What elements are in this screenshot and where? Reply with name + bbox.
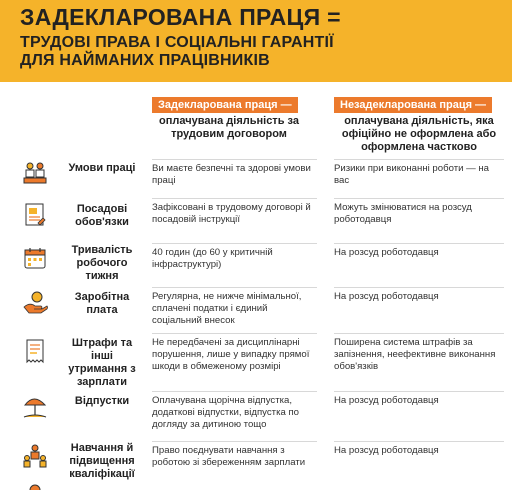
row-label: Заробітна плата <box>74 291 130 316</box>
undeclared-cell: На розсуд роботодавця <box>334 287 504 303</box>
row-label: Умови праці <box>68 162 136 174</box>
row-label: Навчання й підвищення кваліфікації <box>69 442 135 480</box>
undeclared-cell: Ризики при виконанні роботи — на вас <box>334 159 504 187</box>
training-group-icon <box>22 443 48 469</box>
factory-workers-icon <box>22 160 48 186</box>
declared-cell: Ви маєте безпечні та здорові умови праці <box>152 159 317 187</box>
column-label-declared: Задекларована праця — <box>152 97 298 113</box>
column-label-undeclared: Незадекларована праця — <box>334 97 492 113</box>
declared-cell: Не передбачені за дисциплінарні порушення, лише у випадку прямої шкоди в обмеженому розмірі <box>152 333 317 373</box>
subtitle-line-1: ТРУДОВІ ПРАВА І СОЦІАЛЬНІ ГАРАНТІЇ <box>20 34 334 51</box>
row-label: Штрафи та інші утримання з зарплати <box>68 337 136 388</box>
undeclared-cell: Поширена система штрафів за запізнення, неефективне виконання обов'язків <box>334 333 504 373</box>
declared-cell: Право поєднувати навчання з роботою зі збереженням зарплати <box>152 441 317 469</box>
declared-cell: Регулярна, не нижче мінімальної, сплачені податки і єдиний соціальний внесок <box>152 287 317 327</box>
column-sub-declared: оплачувана діяльність за трудовим договором <box>159 115 299 140</box>
column-sub-undeclared: оплачувана діяльність, яка офіційно не оформлена або оформлена частково <box>341 115 497 153</box>
receipt-icon <box>22 338 48 364</box>
row-label: Посадові обов'язки <box>75 203 129 228</box>
column-header-undeclared <box>334 95 509 154</box>
undeclared-cell: На розсуд роботодавця <box>334 441 504 457</box>
subtitle-line-2: ДЛЯ НАЙМАНИХ ПРАЦІВНИКІВ <box>20 52 270 69</box>
row-label: Тривалість робочого тижня <box>71 244 133 282</box>
undeclared-cell: На розсуд роботодавця <box>334 391 504 407</box>
undeclared-cell: Можуть змінюватися на розсуд роботодавця <box>334 198 504 226</box>
declared-cell: Зафіксовані в трудовому договорі й посадовій інструкції <box>152 198 317 226</box>
hand-coin-icon <box>22 289 48 315</box>
page-title: ЗАДЕКЛАРОВАНА ПРАЦЯ = <box>20 4 341 30</box>
declared-cell: 40 годин (до 60 у критичній інфраструктурі) <box>152 243 317 271</box>
row-label: Відпустки <box>74 395 130 407</box>
undeclared-cell: На розсуд роботодавця <box>334 243 504 259</box>
page-subtitle <box>20 34 334 70</box>
beach-umbrella-icon <box>22 393 48 419</box>
declared-cell: Оплачувана щорічна відпустка, додаткові відпустки, відпустка по догляду за дитиною тощо <box>152 391 317 431</box>
title-banner <box>0 0 512 82</box>
calendar-icon <box>22 245 48 271</box>
document-contract-icon <box>22 201 48 227</box>
next-row-icon <box>28 484 42 490</box>
column-header-declared <box>152 95 317 141</box>
